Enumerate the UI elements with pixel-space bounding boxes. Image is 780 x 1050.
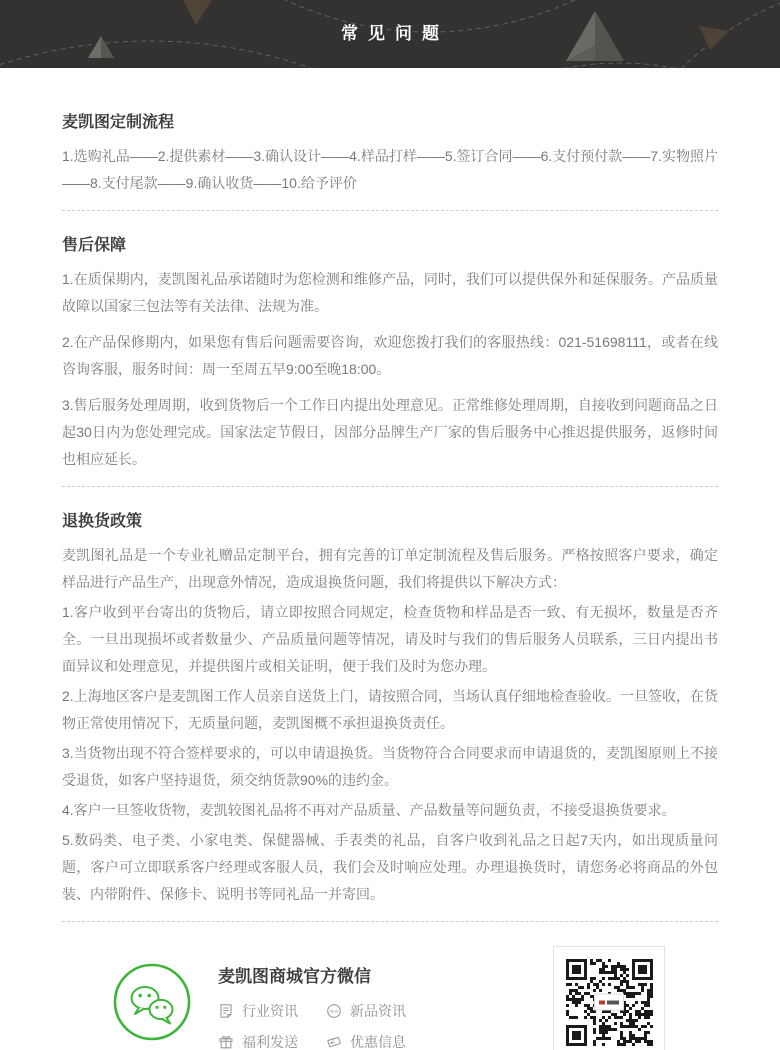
wechat-icon — [112, 962, 192, 1047]
paragraph: 1.在质保期内，麦凯图礼品承诺随时为您检测和维修产品，同时，我们可以提供保外和延保服务。产品质量故障以国家三包法等有关法律、法规为准。 — [62, 271, 718, 314]
paragraph: 4.客户一旦签收货物，麦凯较图礼品将不再对产品质量、产品数量等问题负责，不接受退换货要求。 — [62, 802, 676, 818]
paragraph: 3.当货物出现不符合签样要求的，可以申请退换货。当货物符合合同要求而申请退货的，麦凯图原则上不接受退货，如客户坚持退货，须交纳货款90%的违约金。 — [62, 745, 718, 788]
qr-center-logo — [594, 994, 624, 1011]
new-badge-icon — [326, 1003, 342, 1019]
wechat-footer — [0, 922, 780, 1050]
paragraph: 2.上海地区客户是麦凯图工作人员亲自送货上门，请按照合同，当场认真仔细地检查验收。一旦签收，在货物正常使用情况下，无质量问题，麦凯图概不承担退换货责任。 — [62, 688, 718, 731]
qr-code — [553, 946, 665, 1050]
section-heading: 麦凯图定制流程 — [62, 114, 175, 131]
feature-industry-news — [218, 1001, 326, 1021]
section-return-policy — [62, 511, 718, 908]
process-steps: 1.选购礼品——2.提供素材——3.确认设计——4.样品打样——5.签订合同——6.支付预付款——7.实物照片——8.支付尾款——9.确认收货——10.给予评价 — [62, 148, 718, 191]
paragraph: 麦凯图礼品是一个专业礼赠品定制平台，拥有完善的订单定制流程及售后服务。严格按照客户要求，确定样品进行产品生产，出现意外情况，造成退换货问题，我们将提供以下解决方式： — [62, 547, 718, 590]
page-title: 常见问题 — [341, 24, 449, 43]
page-banner — [0, 0, 780, 68]
news-doc-icon — [218, 1003, 234, 1019]
paragraph: 3.售后服务处理周期，收到货物后一个工作日内提出处理意见。正常维修处理周期，自接收到问题商品之日起30日内为您处理完成。国家法定节假日，因部分品牌生产厂家的售后服务中心推迟提供服务，返修时间也相应延长。 — [62, 397, 718, 467]
feature-label: 福利发送 — [242, 1034, 298, 1050]
faq-content — [0, 68, 780, 922]
coupon-icon — [326, 1034, 342, 1050]
feature-new-products — [326, 1001, 406, 1021]
wechat-account-title: 麦凯图商城官方微信 — [218, 967, 371, 986]
feature-label: 行业资讯 — [242, 1003, 298, 1019]
feature-label: 优惠信息 — [350, 1034, 406, 1050]
feature-benefits — [218, 1032, 326, 1050]
dashed-divider — [62, 486, 718, 487]
wechat-feature-grid — [218, 1001, 406, 1050]
section-heading: 售后保障 — [62, 237, 127, 254]
paragraph: 1.客户收到平台寄出的货物后，请立即按照合同规定，检查货物和样品是否一致、有无损坏，数量是否齐全。一旦出现损坏或者数量少、产品质量问题等情况，请及时与我们的售后服务人员联系，三日内提出书面异议和处理意见，并提供图片或相关证明，便于我们及时为您办理。 — [62, 604, 718, 674]
svg-text:NEW: NEW — [329, 1009, 339, 1014]
feature-label: 新品资讯 — [350, 1003, 406, 1019]
paragraph: 5.数码类、电子类、小家电类、保健器械、手表类的礼品，自客户收到礼品之日起7天内，如出现质量问题，客户可立即联系客户经理或客服人员，我们会及时响应处理。办理退换货时，请您务必将商品的外包装、内带附件、保修卡、说明书等同礼品一并寄回。 — [62, 832, 718, 902]
paragraph: 2.在产品保修期内，如果您有售后问题需要咨询，欢迎您拨打我们的客服热线：021-51698111，或者在线咨询客服，服务时间：周一至周五早9:00至晚18:00。 — [62, 334, 718, 377]
section-heading: 退换货政策 — [62, 513, 143, 530]
section-custom-process — [62, 112, 718, 197]
dashed-divider — [62, 210, 718, 211]
wechat-info — [218, 962, 406, 1050]
feature-discount-info — [326, 1032, 406, 1050]
section-after-sales — [62, 235, 718, 473]
gift-icon — [218, 1034, 234, 1050]
